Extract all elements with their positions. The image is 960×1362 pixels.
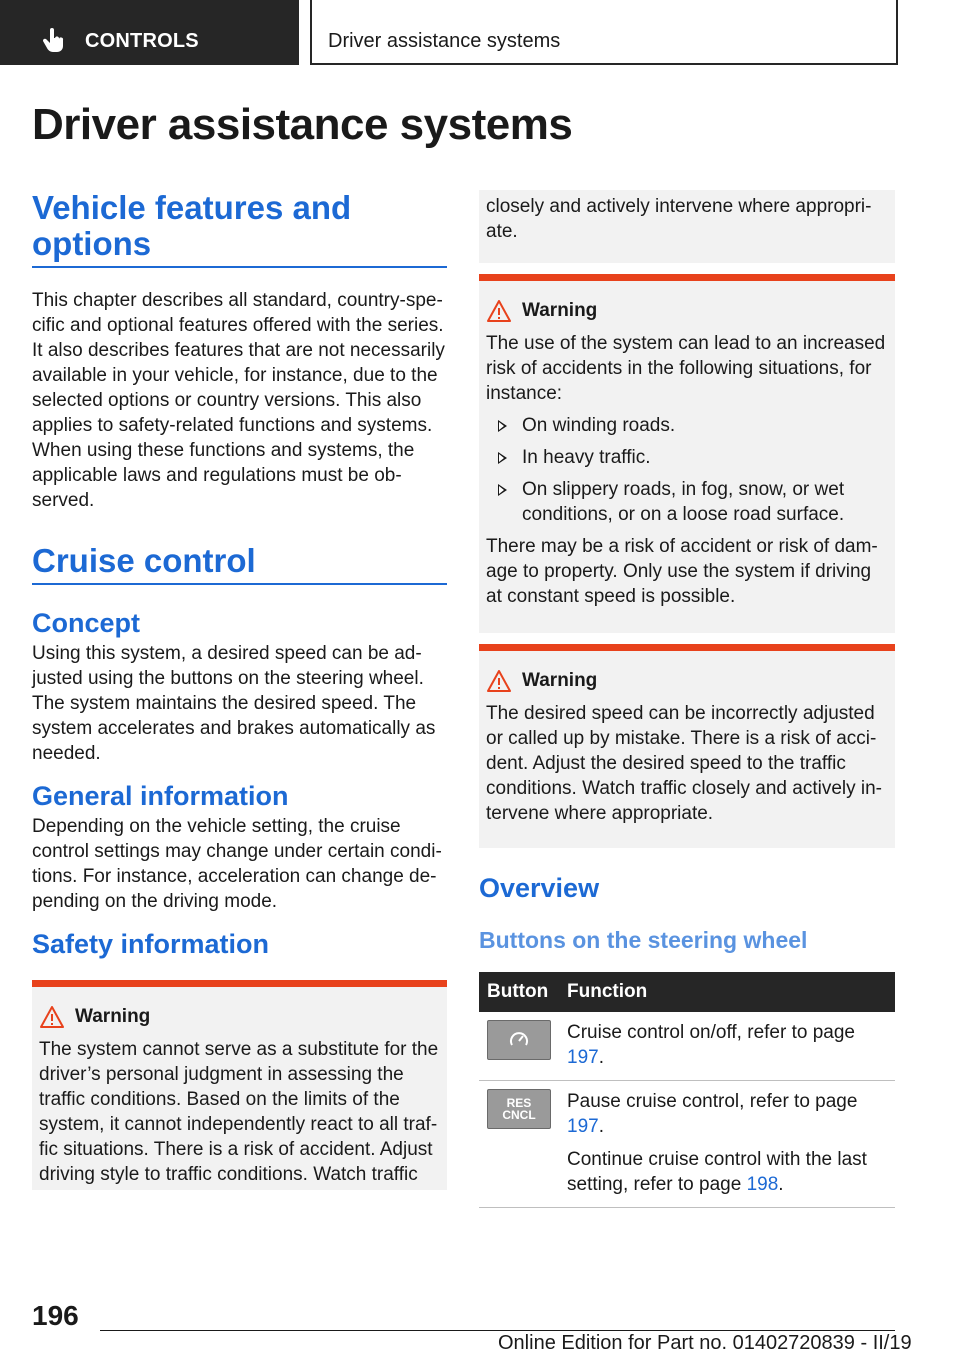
bullet-text: On slippery roads, in fog, snow, or wet conditions, or on a loose road surface. — [522, 479, 845, 525]
header-section-tab — [0, 0, 299, 65]
punctuation: . — [778, 1174, 784, 1195]
warning-box-1 — [32, 980, 447, 1190]
warning-body: The desired speed can be incorrectly adjusted or called up by mistake. There is a risk of acci‐dent. Adjust the desired speed to the traffic conditions. Watch traffic closely and actively in‐tervene where appropriate. — [486, 703, 883, 824]
warning-triangle-icon — [39, 1005, 65, 1029]
warning-title: Warning — [75, 1006, 151, 1027]
concept-body: Using this system, a desired speed can be ad‐justed using the buttons on the steering wheel. The system maintains the desired speed. The system accelerates and brakes automatically as needed. — [32, 643, 436, 764]
column-header-function: Function — [559, 972, 895, 1012]
vehicle-features-body: This chapter describes all standard, country-spe‐cific and optional features offered with the series. It also describes features that are not necessarily available in your vehicle, for instance, due to the selected options or country versions. This also applies to safety-related functions and systems. When using these functions and systems, the applicable laws and regulations must be ob‐served. — [32, 290, 445, 511]
continued-text: closely and actively intervene where appropri‐ate. — [486, 196, 872, 242]
warning-bar — [32, 980, 447, 987]
page-link[interactable]: 197 — [567, 1116, 599, 1137]
table-header-row — [479, 972, 895, 1012]
bullet-triangle-icon — [498, 452, 507, 464]
punctuation: . — [598, 1047, 604, 1068]
function-text: Pause cruise control, refer to page — [567, 1091, 858, 1112]
column-header-button: Button — [479, 972, 559, 1012]
warning-triangle-icon — [486, 669, 512, 693]
bullet-triangle-icon — [498, 484, 507, 496]
bullet-text: On winding roads. — [522, 415, 676, 436]
list-item — [486, 445, 888, 470]
table-row — [479, 1081, 895, 1208]
right-column — [479, 190, 895, 1208]
warning-continuation — [479, 190, 895, 263]
general-information-body: Depending on the vehicle setting, the cruise control settings may change under certain condi‐tions. For instance, acceleration can change de‐pending on the driving mode. — [32, 816, 442, 912]
table-row — [479, 1012, 895, 1081]
safety-information-heading: Safety information — [32, 929, 270, 959]
vehicle-features-heading — [32, 190, 447, 262]
page-title: Driver assistance systems — [32, 100, 573, 149]
cruise-control-heading: Cruise control — [32, 542, 256, 579]
page-number: 196 — [32, 1300, 79, 1331]
list-item — [486, 477, 888, 527]
function-text: Continue cruise control with the last setting, refer to page — [567, 1149, 867, 1195]
res-label: RES — [506, 1096, 532, 1110]
vehicle-features-heading-line2: options — [32, 225, 152, 262]
footer-edition: Online Edition for Part no. 01402720839 - II/19 — [498, 1332, 912, 1354]
warning-box-2 — [479, 274, 895, 633]
hand-pointer-icon — [42, 28, 64, 52]
list-item — [486, 413, 888, 438]
punctuation: . — [598, 1116, 604, 1137]
warning-title: Warning — [522, 300, 598, 321]
header-section-label: CONTROLS — [85, 30, 199, 52]
vehicle-features-heading-line1: Vehicle features and — [32, 189, 352, 226]
warning-bar — [479, 274, 895, 281]
concept-heading: Concept — [32, 608, 140, 638]
warning-bullet-list — [486, 413, 888, 527]
buttons-table — [479, 972, 895, 1208]
bullet-triangle-icon — [498, 420, 507, 432]
warning-bar — [479, 644, 895, 651]
warning-intro: The use of the system can lead to an increased risk of accidents in the following situations, for instance: — [486, 333, 886, 404]
cncl-label: CNCL — [502, 1108, 536, 1122]
res-cncl-button-image — [487, 1089, 551, 1129]
function-cell — [559, 1012, 895, 1081]
page-link[interactable]: 198 — [746, 1174, 779, 1195]
header-chapter-tab — [310, 0, 898, 65]
header-chapter-label: Driver assistance systems — [328, 30, 561, 52]
overview-heading: Overview — [479, 873, 600, 903]
bullet-text: In heavy traffic. — [522, 447, 651, 468]
function-text: Cruise control on/off, refer to page — [567, 1022, 855, 1043]
page-link[interactable]: 197 — [567, 1047, 599, 1068]
warning-box-3 — [479, 644, 895, 848]
function-cell — [559, 1081, 895, 1208]
general-information-heading: General information — [32, 781, 289, 811]
footer-divider — [100, 1330, 895, 1331]
cruise-control-icon — [508, 1030, 530, 1050]
warning-body: The system cannot serve as a substitute for the driver’s personal judgment in assessing the traffic conditions. Based on the limits of the system, it cannot independently react to all traf‐fic situations. There is a risk of accident. Adjust driving style to traffic conditions. Watch traffic — [39, 1039, 439, 1185]
left-column — [32, 190, 447, 1190]
warning-triangle-icon — [486, 299, 512, 323]
warning-title: Warning — [522, 670, 598, 691]
warning-outro: There may be a risk of accident or risk of dam‐age to property. Only use the system if driving at constant speed is possible. — [486, 536, 878, 607]
buttons-steering-wheel-heading: Buttons on the steering wheel — [479, 927, 808, 953]
cruise-control-button-image — [487, 1020, 551, 1060]
